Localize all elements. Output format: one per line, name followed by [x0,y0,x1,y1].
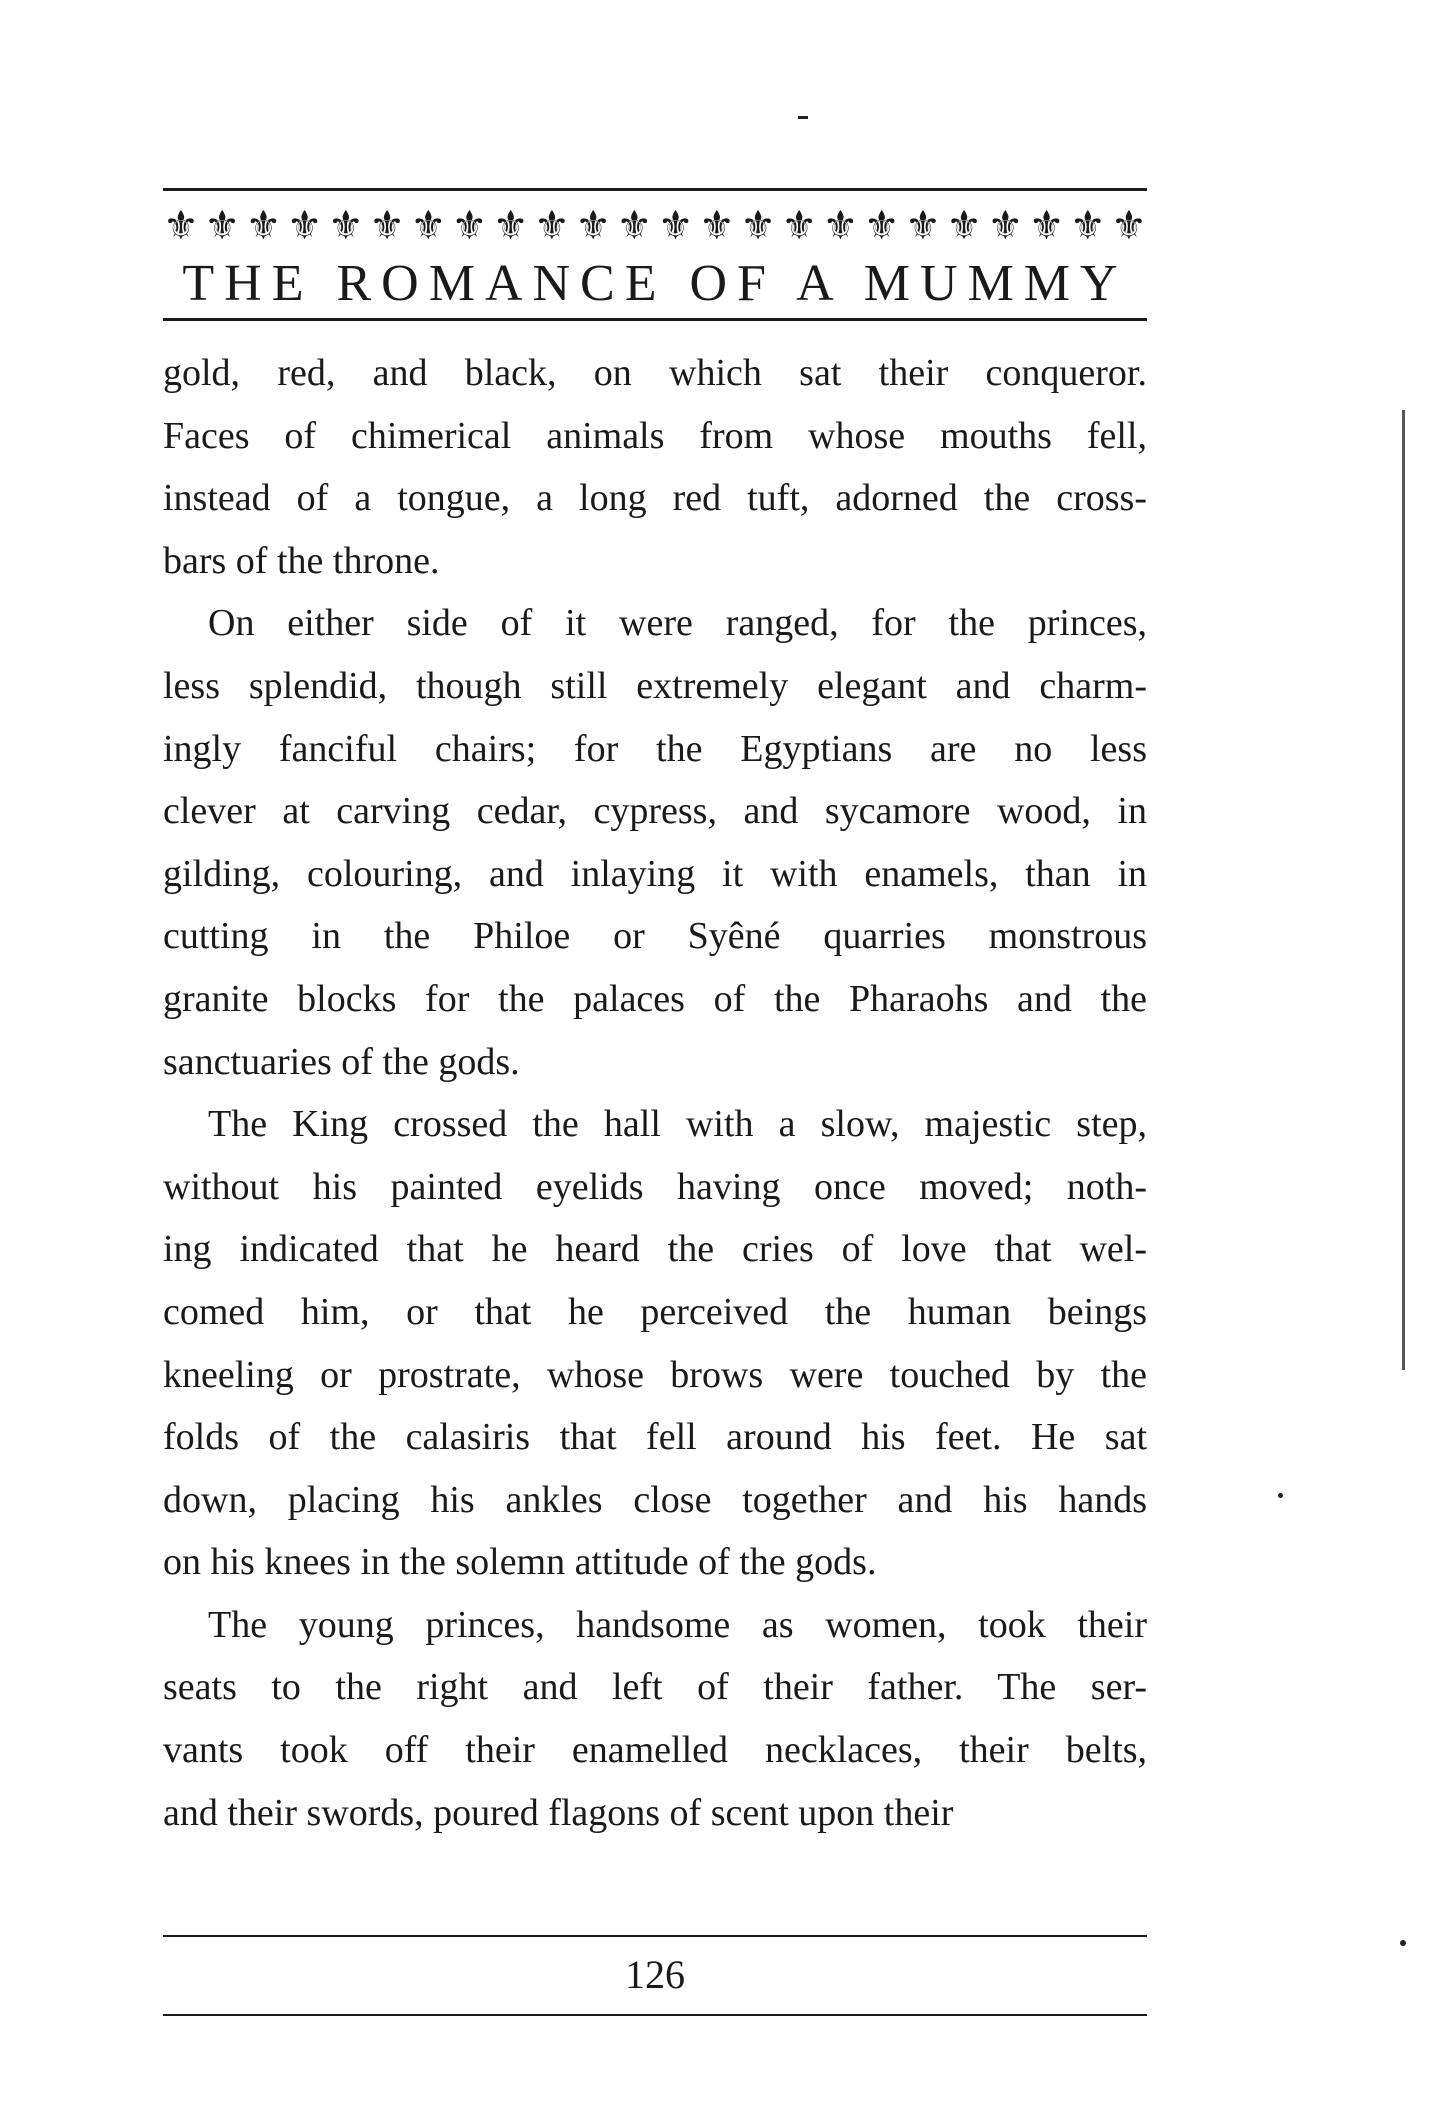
paragraph [163,1093,1147,1594]
header-bottom-rule [163,318,1147,321]
text-line: The young princes, handsome as women, took their [208,1603,1147,1646]
body-text [163,342,1147,1844]
footer-top-rule [163,1935,1147,1937]
stray-dot-mark [1400,1940,1406,1946]
text-line: bars of the throne. [163,539,440,582]
text-line: ing indicated that he heard the cries of love that wel- [163,1228,1147,1271]
fleur-de-lis-icon: ⚜ [1111,203,1147,249]
fleur-de-lis-icon: ⚜ [1028,203,1065,249]
fleur-de-lis-icon: ⚜ [616,203,653,249]
text-line: vants took off their enamelled necklaces, their belts, [163,1729,1147,1772]
paragraph [163,592,1147,1093]
fleur-de-lis-icon: ⚜ [327,203,364,249]
fleur-de-lis-icon: ⚜ [492,203,529,249]
text-line: sanctuaries of the gods. [163,1040,520,1083]
fleur-de-lis-icon: ⚜ [904,203,941,249]
footer-bottom-rule [163,2014,1147,2016]
text-line: cutting in the Philoe or Syêné quarries monstrous [163,915,1147,958]
fleur-de-lis-icon: ⚜ [987,203,1024,249]
fleur-de-lis-icon: ⚜ [410,203,447,249]
text-line: On either side of it were ranged, for the princes, [208,602,1147,645]
binding-shadow-mark [1402,410,1405,1370]
fleur-de-lis-icon: ⚜ [451,203,488,249]
fleur-de-lis-icon: ⚜ [575,203,612,249]
paragraph [163,342,1147,592]
text-line: kneeling or prostrate, whose brows were touched by the [163,1353,1147,1396]
page-number: 126 [625,1952,685,1997]
text-line: clever at carving cedar, cypress, and sycamore wood, in [163,790,1147,833]
stray-dot-mark [1278,1493,1283,1498]
fleur-de-lis-icon: ⚜ [163,203,199,249]
fleur-de-lis-icon: ⚜ [781,203,818,249]
fleur-de-lis-icon: ⚜ [204,203,241,249]
fleur-de-lis-icon: ⚜ [286,203,323,249]
header-top-rule [163,188,1147,191]
fleur-de-lis-icon: ⚜ [822,203,859,249]
running-head-title: THE ROMANCE OF A MUMMY [182,255,1128,312]
text-line: down, placing his ankles close together and his hands [163,1478,1147,1521]
fleur-de-lis-icon: ⚜ [1069,203,1106,249]
text-line: gold, red, and black, on which sat their conqueror. [163,352,1147,394]
fleur-de-lis-icon: ⚜ [946,203,983,249]
text-line: comed him, or that he perceived the human beings [163,1290,1147,1333]
fleur-de-lis-icon: ⚜ [657,203,694,249]
text-line: The King crossed the hall with a slow, majestic step, [208,1103,1147,1146]
text-line: and their swords, poured flagons of scent upon their [163,1791,954,1834]
text-line: folds of the calasiris that fell around his feet. He sat [163,1416,1147,1459]
text-line: without his painted eyelids having once moved; noth- [163,1165,1147,1208]
text-line: gilding, colouring, and inlaying it with enamels, than in [163,852,1147,895]
text-line: seats to the right and left of their father. The ser- [163,1666,1147,1709]
text-line: instead of a tongue, a long red tuft, adorned the cross- [163,477,1147,520]
fleur-de-lis-icon: ⚜ [533,203,570,249]
fleur-de-lis-ornament-band [163,198,1147,254]
top-dash-mark [798,116,808,119]
text-line: less splendid, though still extremely elegant and charm- [163,664,1147,707]
fleur-de-lis-icon: ⚜ [369,203,405,249]
text-line: on his knees in the solemn attitude of the gods. [163,1541,877,1584]
text-line: granite blocks for the palaces of the Pharaohs and the [163,977,1147,1020]
fleur-de-lis-icon: ⚜ [698,203,735,249]
paragraph [163,1594,1147,1844]
text-line: Faces of chimerical animals from whose mouths fell, [163,414,1147,457]
fleur-de-lis-icon: ⚜ [740,203,776,249]
text-line: ingly fanciful chairs; for the Egyptians are no less [163,727,1147,770]
fleur-de-lis-icon: ⚜ [245,203,282,249]
fleur-de-lis-icon: ⚜ [863,203,900,249]
